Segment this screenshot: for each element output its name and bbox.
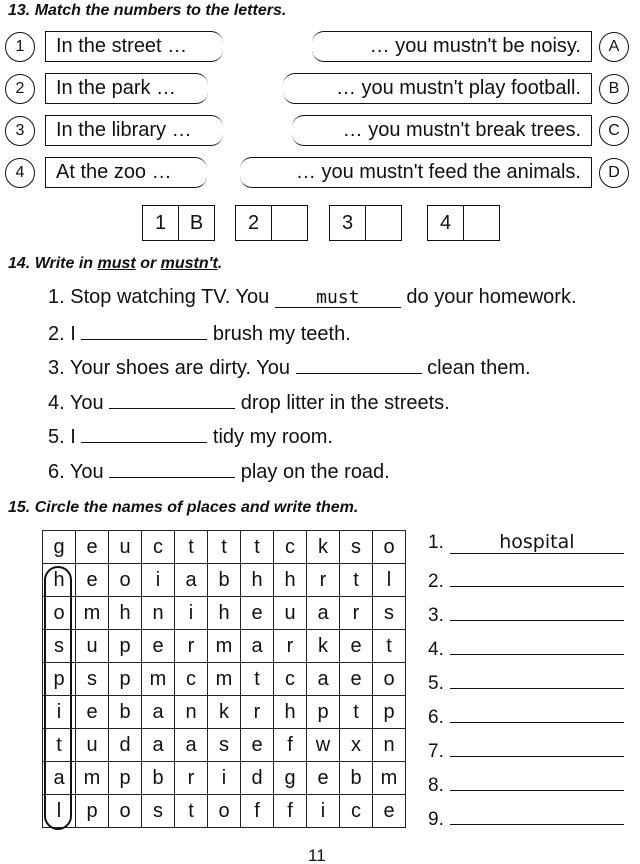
grid-cell[interactable]: s	[340, 531, 373, 564]
grid-row	[43, 696, 406, 729]
grid-cell[interactable]: s	[373, 597, 406, 630]
grid-cell[interactable]: e	[241, 729, 274, 762]
answer-blank[interactable]	[109, 390, 235, 409]
grid-cell[interactable]: d	[241, 762, 274, 795]
grid-cell[interactable]: m	[373, 762, 406, 795]
sentence	[48, 390, 450, 415]
grid-cell[interactable]: a	[307, 597, 340, 630]
grid-cell[interactable]: c	[175, 663, 208, 696]
grid-cell[interactable]: p	[109, 663, 142, 696]
grid-row	[43, 597, 406, 630]
grid-cell[interactable]: r	[307, 564, 340, 597]
grid-cell[interactable]: h	[43, 564, 76, 597]
grid-cell[interactable]: i	[208, 762, 241, 795]
grid-row	[43, 729, 406, 762]
grid-cell[interactable]: p	[307, 696, 340, 729]
grid-cell[interactable]: c	[274, 663, 307, 696]
answer-letter-field[interactable]	[464, 206, 499, 240]
page-number: 11	[308, 846, 326, 864]
grid-row	[43, 663, 406, 696]
grid-cell[interactable]: o	[208, 795, 241, 828]
grid-cell[interactable]: t	[241, 531, 274, 564]
grid-row	[43, 564, 406, 597]
phrase-end: … you mustn't break trees.	[292, 115, 592, 146]
phrase-end: … you mustn't feed the animals.	[240, 157, 592, 188]
grid-row	[43, 795, 406, 828]
grid-cell[interactable]: c	[340, 795, 373, 828]
phrase-end: … you mustn't be noisy.	[312, 31, 592, 62]
sentence	[48, 286, 577, 309]
grid-cell[interactable]: e	[340, 663, 373, 696]
answer-number: 5.	[428, 673, 444, 694]
sentence-text: drop litter in the streets.	[235, 391, 450, 414]
grid-cell[interactable]: n	[142, 597, 175, 630]
grid-cell[interactable]: t	[43, 729, 76, 762]
answer-line-item	[428, 702, 624, 729]
heading-mustnt: mustn't	[160, 255, 218, 272]
grid-cell[interactable]: m	[76, 597, 109, 630]
grid-cell[interactable]: f	[241, 795, 274, 828]
grid-cell[interactable]: x	[340, 729, 373, 762]
grid-cell[interactable]: u	[76, 729, 109, 762]
grid-cell[interactable]: r	[175, 630, 208, 663]
answer-blank[interactable]	[81, 321, 207, 340]
grid-cell[interactable]: s	[43, 630, 76, 663]
answer-line-item	[428, 770, 624, 797]
answer-line-item	[428, 736, 624, 763]
sentence-text: I	[70, 426, 82, 448]
grid-cell[interactable]: o	[109, 795, 142, 828]
sentence	[48, 459, 390, 484]
letter-circle: C	[599, 116, 629, 146]
answer-box[interactable]	[329, 205, 402, 241]
sentence-text: I	[70, 322, 82, 345]
answer-field[interactable]	[450, 804, 624, 825]
sentence-number: 4.	[48, 391, 70, 414]
answer-field[interactable]	[450, 600, 624, 621]
exercise-13-heading: 13. Match the numbers to the letters.	[8, 2, 287, 19]
sentence-text: clean them.	[421, 357, 531, 379]
grid-cell[interactable]: t	[340, 564, 373, 597]
grid-cell[interactable]: h	[109, 597, 142, 630]
answer-number: 1	[143, 206, 179, 240]
answer-number: 4	[428, 206, 464, 240]
answer-line-item	[428, 804, 624, 831]
grid-cell[interactable]: l	[373, 564, 406, 597]
grid-cell[interactable]: r	[241, 696, 274, 729]
grid-cell[interactable]: s	[208, 729, 241, 762]
answer-number: 3.	[428, 605, 444, 626]
grid-cell[interactable]: k	[307, 630, 340, 663]
grid-cell[interactable]: o	[373, 531, 406, 564]
grid-cell[interactable]: a	[142, 696, 175, 729]
grid-cell[interactable]: p	[373, 696, 406, 729]
heading-text: or	[135, 255, 161, 272]
number-circle: 4	[5, 158, 35, 188]
grid-cell[interactable]: b	[109, 696, 142, 729]
sentence	[48, 321, 351, 346]
grid-cell[interactable]: a	[241, 630, 274, 663]
answer-letter-field[interactable]	[366, 206, 401, 240]
heading-text: .	[217, 255, 223, 272]
letter-circle: A	[599, 32, 629, 62]
answer-box[interactable]	[235, 205, 308, 241]
grid-cell[interactable]: p	[109, 762, 142, 795]
sentence-number: 2.	[48, 322, 71, 345]
phrase-end: … you mustn't play football.	[283, 73, 592, 104]
phrase-start: At the zoo …	[45, 157, 207, 188]
letter-circle: B	[599, 74, 629, 104]
answer-line-item	[428, 668, 624, 695]
grid-cell[interactable]: e	[373, 795, 406, 828]
grid-cell[interactable]: e	[241, 597, 274, 630]
answer-number: 1.	[428, 532, 444, 553]
grid-cell[interactable]: e	[307, 762, 340, 795]
answer-field[interactable]	[450, 668, 624, 689]
grid-row	[43, 531, 406, 564]
grid-cell[interactable]: h	[274, 564, 307, 597]
grid-cell[interactable]: t	[175, 795, 208, 828]
grid-cell[interactable]: u	[274, 597, 307, 630]
heading-must: must	[97, 255, 136, 272]
grid-cell[interactable]: f	[274, 729, 307, 762]
answer-field[interactable]	[450, 770, 624, 791]
grid-cell[interactable]: g	[43, 531, 76, 564]
answer-blank[interactable]	[109, 459, 235, 478]
grid-row	[43, 630, 406, 663]
grid-cell[interactable]: o	[373, 663, 406, 696]
grid-cell[interactable]: e	[76, 531, 109, 564]
grid-cell[interactable]: c	[274, 531, 307, 564]
answer-field[interactable]	[450, 736, 624, 757]
grid-cell[interactable]: e	[142, 630, 175, 663]
grid-cell[interactable]: m	[208, 663, 241, 696]
answer-number: 4.	[428, 639, 444, 660]
sentence-text: Your shoes are dirty. You	[69, 357, 296, 379]
exercise-15-heading: 15. Circle the names of places and write them.	[8, 499, 359, 516]
grid-cell[interactable]: b	[142, 762, 175, 795]
grid-cell[interactable]: l	[43, 795, 76, 828]
sentence-number: 1.	[48, 286, 71, 308]
grid-cell[interactable]: b	[340, 762, 373, 795]
grid-cell[interactable]: k	[307, 531, 340, 564]
sentence-text: play on the road.	[235, 460, 390, 483]
answer-field[interactable]	[450, 634, 624, 655]
grid-cell[interactable]: u	[76, 630, 109, 663]
answer-letter-field[interactable]: B	[189, 211, 204, 234]
answer-number: 8.	[428, 775, 444, 796]
answer-number: 7.	[428, 741, 444, 762]
grid-cell[interactable]: m	[142, 663, 175, 696]
grid-cell[interactable]: i	[43, 696, 76, 729]
sentence-number: 6.	[48, 460, 70, 483]
grid-cell[interactable]: o	[109, 564, 142, 597]
sentence-number: 5.	[48, 426, 71, 448]
answer-blank[interactable]	[81, 424, 207, 443]
sentence-text: You	[69, 460, 110, 483]
grid-cell[interactable]: t	[241, 663, 274, 696]
answer-number: 2	[236, 206, 272, 240]
grid-row	[43, 762, 406, 795]
answer-line-item	[428, 600, 624, 627]
grid-cell[interactable]: p	[43, 663, 76, 696]
grid-cell[interactable]: a	[175, 564, 208, 597]
sentence	[48, 424, 333, 449]
answer-number: 2.	[428, 571, 444, 592]
grid-cell[interactable]: a	[175, 729, 208, 762]
grid-cell[interactable]: e	[340, 630, 373, 663]
grid-cell[interactable]: e	[76, 696, 109, 729]
letter-circle: D	[599, 158, 629, 188]
sentence-text: You	[69, 391, 110, 414]
grid-cell[interactable]: k	[208, 696, 241, 729]
grid-cell[interactable]: r	[340, 597, 373, 630]
grid-cell[interactable]: r	[274, 630, 307, 663]
grid-cell[interactable]: p	[76, 795, 109, 828]
answer-blank[interactable]: must	[275, 289, 401, 308]
grid-cell[interactable]: i	[307, 795, 340, 828]
answer-field[interactable]	[450, 702, 624, 723]
word-search-grid	[42, 530, 406, 828]
grid-cell[interactable]: h	[208, 597, 241, 630]
number-circle: 3	[5, 116, 35, 146]
grid-cell[interactable]: t	[208, 531, 241, 564]
sentence-text: brush my teeth.	[207, 322, 351, 345]
grid-cell[interactable]: n	[175, 696, 208, 729]
sentence-text: Stop watching TV. You	[70, 286, 275, 308]
circled-word-hospital	[44, 566, 72, 830]
grid-cell[interactable]: m	[208, 630, 241, 663]
answer-field[interactable]: hospital	[450, 533, 624, 554]
sentence	[48, 355, 531, 380]
answer-number: 3	[330, 206, 366, 240]
grid-cell[interactable]: c	[142, 531, 175, 564]
answer-number: 9.	[428, 809, 444, 830]
phrase-start: In the library …	[45, 115, 223, 146]
grid-cell[interactable]: m	[76, 762, 109, 795]
grid-cell[interactable]: t	[373, 630, 406, 663]
sentence-text: tidy my room.	[207, 426, 333, 448]
grid-cell[interactable]: h	[274, 696, 307, 729]
grid-cell[interactable]: g	[274, 762, 307, 795]
answer-line-item	[428, 634, 624, 661]
grid-cell[interactable]: r	[175, 762, 208, 795]
grid-cell[interactable]: f	[274, 795, 307, 828]
grid-cell[interactable]: i	[142, 564, 175, 597]
answer-field[interactable]	[450, 566, 624, 587]
grid-cell[interactable]: w	[307, 729, 340, 762]
answer-box[interactable]	[427, 205, 500, 241]
grid-cell[interactable]: d	[109, 729, 142, 762]
grid-cell[interactable]: o	[43, 597, 76, 630]
exercise-14-heading	[8, 255, 222, 273]
answer-box[interactable]	[142, 205, 215, 241]
grid-cell[interactable]: h	[241, 564, 274, 597]
answer-blank[interactable]	[296, 355, 422, 374]
grid-cell[interactable]: i	[175, 597, 208, 630]
grid-cell[interactable]: a	[307, 663, 340, 696]
grid-cell[interactable]: a	[142, 729, 175, 762]
phrase-start: In the park …	[45, 73, 208, 104]
grid-cell[interactable]: a	[43, 762, 76, 795]
grid-cell[interactable]: s	[142, 795, 175, 828]
grid-cell[interactable]: e	[76, 564, 109, 597]
grid-cell[interactable]: t	[175, 531, 208, 564]
answer-letter-field[interactable]	[272, 206, 307, 240]
sentence-text: do your homework.	[400, 286, 577, 308]
number-circle: 2	[5, 74, 35, 104]
phrase-start: In the street …	[45, 31, 223, 62]
grid-cell[interactable]: n	[373, 729, 406, 762]
grid-cell[interactable]: p	[109, 630, 142, 663]
answer-line-item	[428, 532, 624, 554]
heading-text: 14. Write in	[8, 255, 98, 272]
grid-cell[interactable]: b	[208, 564, 241, 597]
sentence-number: 3.	[48, 357, 70, 379]
grid-cell[interactable]: t	[340, 696, 373, 729]
number-circle: 1	[5, 32, 35, 62]
grid-cell[interactable]: u	[109, 531, 142, 564]
answer-line-item	[428, 566, 624, 593]
answer-number: 6.	[428, 707, 444, 728]
grid-cell[interactable]: s	[76, 663, 109, 696]
